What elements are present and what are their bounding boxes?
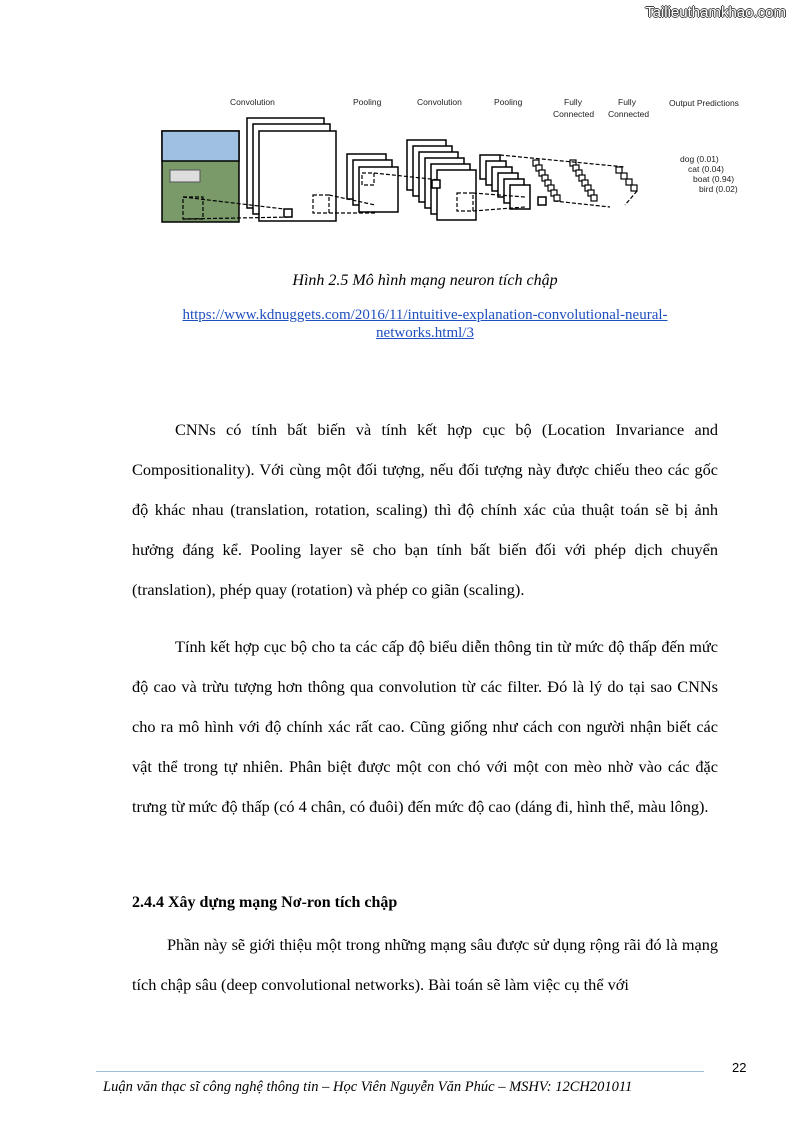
output-boat: boat (0.94) <box>693 174 735 184</box>
label-connected-2: Connected <box>608 109 650 119</box>
paragraph-3: Phần này sẽ giới thiệu một trong những mạng sâu được sử dụng rộng rãi đó là mạng tích chập sâu (deep convolutional networks). Bài toán sẽ làm việc cụ thể với <box>132 935 718 994</box>
page-number: 22 <box>732 1060 747 1075</box>
figure-caption: Hình 2.5 Mô hình mạng neuron tích chập <box>292 272 558 289</box>
footer-rule <box>96 1071 704 1072</box>
watermark: Tailieuthamkhao.com <box>645 4 786 21</box>
label-convolution-2: Convolution <box>417 97 462 107</box>
label-fully-2: Fully <box>618 97 636 107</box>
label-pooling-1: Pooling <box>353 97 382 107</box>
paragraph-1: CNNs có tính bất biến và tính kết hợp cục bộ (Location Invariance and Compositionality). Với cùng một đối tượng, nếu đối tượng này được chiếu theo các gốc độ khác nhau (translation, rotation, scaling) thì độ chính xác của thuật toán sẽ bị ảnh hưởng đáng kể. Pooling layer sẽ cho bạn tính bất biến đối với phép dịch chuyển (translation), phép quay (rotation) và phép co giãn (scaling). <box>132 420 718 599</box>
cnn-diagram <box>150 85 760 235</box>
label-pooling-2: Pooling <box>494 97 523 107</box>
section-heading: 2.4.4 Xây dựng mạng Nơ-ron tích chập <box>132 894 398 911</box>
label-output-predictions: Output Predictions <box>669 98 739 108</box>
output-dog: dog (0.01) <box>680 154 719 164</box>
label-connected-1: Connected <box>553 109 595 119</box>
output-bird: bird (0.02) <box>699 184 738 194</box>
figure-source-link[interactable]: https://www.kdnuggets.com/2016/11/intuitive-explanation-convolutional-neural-networks.html/3 <box>182 307 668 341</box>
paragraph-2: Tính kết hợp cục bộ cho ta các cấp độ biểu diễn thông tin từ mức độ thấp đến mức độ cao và trừu tượng hơn thông qua convolution từ các filter. Đó là lý do tại sao CNNs cho ra mô hình với độ chính xác rất cao. Cũng giống như cách con người nhận biết các vật thể trong tự nhiên. Phân biệt được một con chó với một con mèo nhờ vào các đặc trưng từ mức độ thấp (có 4 chân, có đuôi) đến mức độ cao (dáng đi, hình thể, màu lông). <box>132 637 718 816</box>
output-cat: cat (0.04) <box>688 164 724 174</box>
label-convolution-1: Convolution <box>230 97 275 107</box>
footer-text: Luận văn thạc sĩ công nghệ thông tin – Học Viên Nguyễn Văn Phúc – MSHV: 12CH201011 <box>103 1079 633 1095</box>
label-fully-1: Fully <box>564 97 582 107</box>
